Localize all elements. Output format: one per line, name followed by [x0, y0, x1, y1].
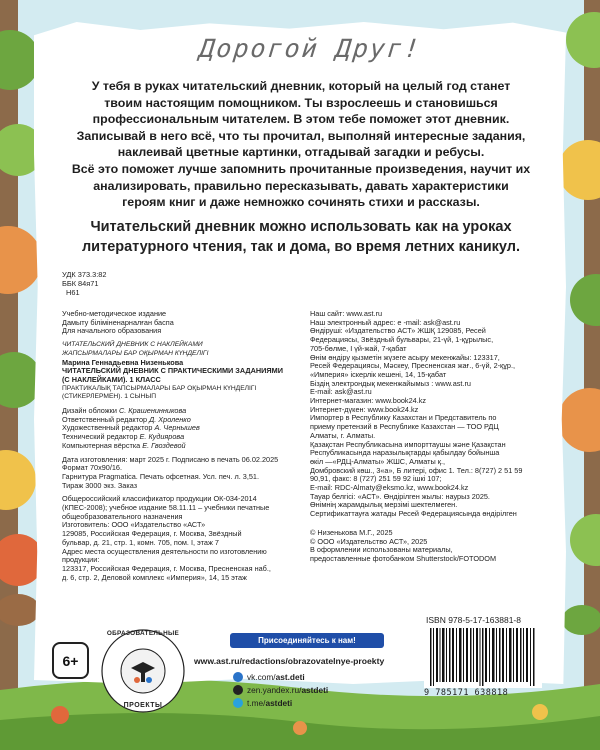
social-link-zen[interactable]: [233, 685, 328, 695]
vk-icon: [233, 672, 243, 682]
imprint-line: Ресей Федерациясы, Мәскеу, Пресненская жағ., 6-үй, 2-құр.,: [310, 361, 516, 371]
kaz-title-line: ЖАПСЫРМАЛАРЫ БАР ОҚЫРМАН КҮНДЕЛIГI: [62, 349, 209, 357]
copyright-line: предоставленные фотобанком Shutterstock/FOTODOM: [310, 553, 497, 563]
classifier-line: Общероссийский классификатор продукции ОК-034-2014: [62, 494, 257, 504]
imprint-line: өкiл —«РДЦ-Алматы» ЖШС, Алматы қ.,: [310, 456, 446, 466]
imprint-line: Импортер в Республику Казахстан и Представитель по: [310, 413, 497, 423]
social-link-telegram[interactable]: [233, 698, 292, 708]
udc-line: Н61: [66, 288, 80, 298]
social-prefix: t.me/: [247, 698, 266, 708]
copyright-line: © Низенькова М.Г., 2025: [310, 527, 393, 537]
classifier-line: общеобразовательного назначения: [62, 511, 183, 521]
imprint-line: Интернет-магазин: www.book24.kz: [310, 396, 427, 406]
udc-line: ББК 84я71: [62, 279, 99, 289]
intro-line: героям книг и даже немножко сочинять стихи и рассказы.: [122, 195, 480, 210]
print-info-line: Гарнитура Pragmatica. Печать офсетная. Усл. печ. л. 3,51.: [62, 471, 260, 481]
page-title: Дорогой Друг!: [198, 34, 423, 63]
copyright-line: © ООО «Издательство АСТ», 2025: [310, 536, 428, 546]
print-info-line: Дата изготовления: март 2025 г. Подписано в печать 06.02.2025: [62, 454, 279, 464]
imprint-line: Домбровский көш., 3«а», Б литерi, офис 1. Тел.: 8(727) 2 51 59: [310, 465, 523, 475]
classifier-line: 129085, Российская Федерация, г. Москва, Звёздный: [62, 529, 242, 539]
imprint-line: Республикасында наразылықтарды қабылдау бойынша: [310, 448, 500, 458]
classifier-line: (КПЕС-2008); учебное издание 58.11.11 – учебники печатные: [62, 503, 270, 513]
imprint-right-column: [310, 310, 545, 564]
telegram-icon: [233, 698, 243, 708]
intro-line: Записывай в него всё, что ты прочитал, выполняй интересные задания,: [76, 128, 526, 143]
credit-line: Компьютерная вёрстка Е. Гвоздевой: [62, 440, 186, 450]
logo-text-top: ОБРАЗОВАТЕЛЬНЫЕ: [106, 630, 180, 637]
edition-line: Для начального образования: [62, 326, 162, 336]
imprint-line: Өнiм өндiру қызметiн жүзеге асыру мекенжайы: 123317,: [310, 352, 500, 362]
imprint-line: Сертификаттауға жатады Ресей Федерациясында өндiрiлген: [310, 509, 517, 519]
isbn-number: ISBN 978-5-17-163881-8: [426, 615, 521, 625]
imprint-line: Өнiмнiң жарамдылық мерзiмi шектелмеген.: [310, 500, 458, 510]
intro-line: У тебя в руках читательский дневник, который на целый год станет: [91, 79, 511, 93]
udc-line: УДК 373.3:82: [62, 270, 107, 279]
copyright-line: В оформлении использованы материалы,: [310, 545, 453, 555]
kaz-subtitle-line: (СТИКЕРЛЕРМЕН). 1 СЫНЫП: [62, 393, 157, 401]
credit-line: Художественный редактор А. Чернышев: [62, 423, 200, 433]
credit-line: Ответственный редактор Д. Хроленко: [62, 414, 191, 424]
intro-line: Всё это поможет лучше запомнить прочитанные произведения, научит их: [71, 161, 531, 176]
social-handle: astdeti: [265, 698, 293, 708]
intro-text: [60, 78, 542, 211]
edition-line: Дамыту бiлiмiненарналған баспа: [62, 317, 174, 327]
imprint-line: Федерациясы, Звёздный бульвары, 21-үй, 1-құрылыс,: [310, 335, 494, 345]
social-link-vk[interactable]: [233, 672, 305, 682]
age-rating-badge: 6+: [52, 642, 89, 679]
classifier-line: 123317, Российская Федерация, г. Москва, Пресненская наб.,: [62, 563, 271, 573]
kaz-title-line: ЧИТАТЕЛЬСКИЙ ДНЕВНИК С НАКЛЕЙКАМИ: [62, 341, 203, 349]
print-info-line: Формат 70х90/16.: [62, 463, 122, 473]
imprint-line: E-mail: RDC-Almaty@eksmo.kz, www.book24.kz: [310, 483, 469, 493]
imprint-left-column: [62, 310, 294, 582]
classifier-line: д. 6, стр. 2, Деловой комплекс «Империя», 14, 15 этаж: [62, 572, 247, 582]
intro-line: профессиональным читателем. В этом тебе поможет этот дневник.: [92, 112, 510, 127]
lead-line: литературного чтения, так и дома, во время летних каникул.: [81, 239, 521, 255]
classifier-line: Изготовитель: ООО «Издательство «АСТ»: [62, 520, 206, 530]
imprint-line: «Империя» iскерлiк кешенi, 14, 15-қабат: [310, 369, 447, 379]
join-us-button[interactable]: Присоединяйтесь к нам!: [230, 633, 384, 648]
social-handle: astdeti: [301, 685, 329, 695]
logo-text-bottom: ПРОЕКТЫ: [123, 702, 163, 709]
intro-line: анализировать, правильно пересказывать, давать характеристики: [93, 178, 509, 193]
social-prefix: zen.yandex.ru/: [247, 685, 302, 695]
credit-line: Технический редактор Е. Кудиярова: [62, 432, 185, 442]
imprint-line: 90,91, факс: 8 (727) 251 59 92 iшкi 107;: [310, 474, 442, 484]
projects-url-link[interactable]: www.ast.ru/redactions/obrazovatelnye-proekty: [194, 656, 385, 666]
imprint-line: Наш сайт: www.ast.ru: [310, 309, 383, 318]
barcode-image: [424, 626, 542, 688]
classifier-line: продукции:: [62, 555, 100, 565]
udc-codes: [62, 270, 107, 298]
imprint-line: Алматы, г. Алматы.: [310, 430, 376, 440]
book-title-line: (С НАКЛЕЙКАМИ). 1 КЛАСС: [62, 374, 161, 384]
imprint-line: Бiздiң электрондық мекенжайымыз : www.ast.ru: [310, 378, 471, 388]
imprint-line: Наш электронный адрес: e -mail: ask@ast.ru: [310, 317, 461, 327]
imprint-line: 705-бөлме, I үй-жай, 7-қабат: [310, 343, 407, 353]
classifier-line: Адрес места осуществления деятельности по изготовлению: [62, 546, 267, 556]
imprint-line: Тауар белгiсi: «АСТ». Өндiрiлген жылы: наурыз 2025.: [310, 491, 490, 501]
imprint-line: Интернет-дүкен: www.book24.kz: [310, 404, 419, 414]
edition-line: Учебно-методическое издание: [62, 309, 167, 318]
zen-icon: [233, 685, 243, 695]
imprint-line: Өндiрушi: «Издательство АСТ» ЖШҚ 129085, Ресей: [310, 326, 486, 336]
kaz-subtitle-line: ПРАКТИКАЛЫҚ ТАПСЫРМАЛАРЫ БАР ОҚЫРМАН КҮНДЕЛIГI: [62, 384, 257, 392]
barcode-digits: 9 785171 638818: [424, 688, 509, 698]
imprint-line: E-mail: ask@ast.ru: [310, 387, 372, 397]
social-prefix: vk.com/: [247, 672, 276, 682]
imprint-line: приему претензий в Республике Казахстан — ТОО РДЦ: [310, 422, 499, 432]
book-title-line: ЧИТАТЕЛЬСКИЙ ДНЕВНИК С ПРАКТИЧЕСКИМИ ЗАДАНИЯМИ: [62, 366, 283, 376]
social-handle: ast.deti: [275, 672, 305, 682]
author-name: Марина Геннадьевна Низенькова: [62, 357, 184, 367]
intro-line: наклеивай цветные картинки, отгадывай загадки и ребусы.: [117, 145, 485, 160]
lead-line: Читательский дневник можно использовать как на уроках: [90, 219, 512, 235]
classifier-line: бульвар, д. 21, стр. 1, комн. 705, пом. I, этаж 7: [62, 537, 219, 547]
print-info-line: Тираж 3000 экз. Заказ: [62, 480, 138, 490]
lead-paragraph: [52, 217, 550, 257]
credit-line: Дизайн обложки С. Крашенинникова: [62, 406, 187, 416]
imprint-line: Қазақстан Республикасына импорттаушы және Қазақстан: [310, 439, 506, 449]
intro-line: твоим настоящим помощником. Ты взрослеешь и становишься: [104, 95, 498, 110]
